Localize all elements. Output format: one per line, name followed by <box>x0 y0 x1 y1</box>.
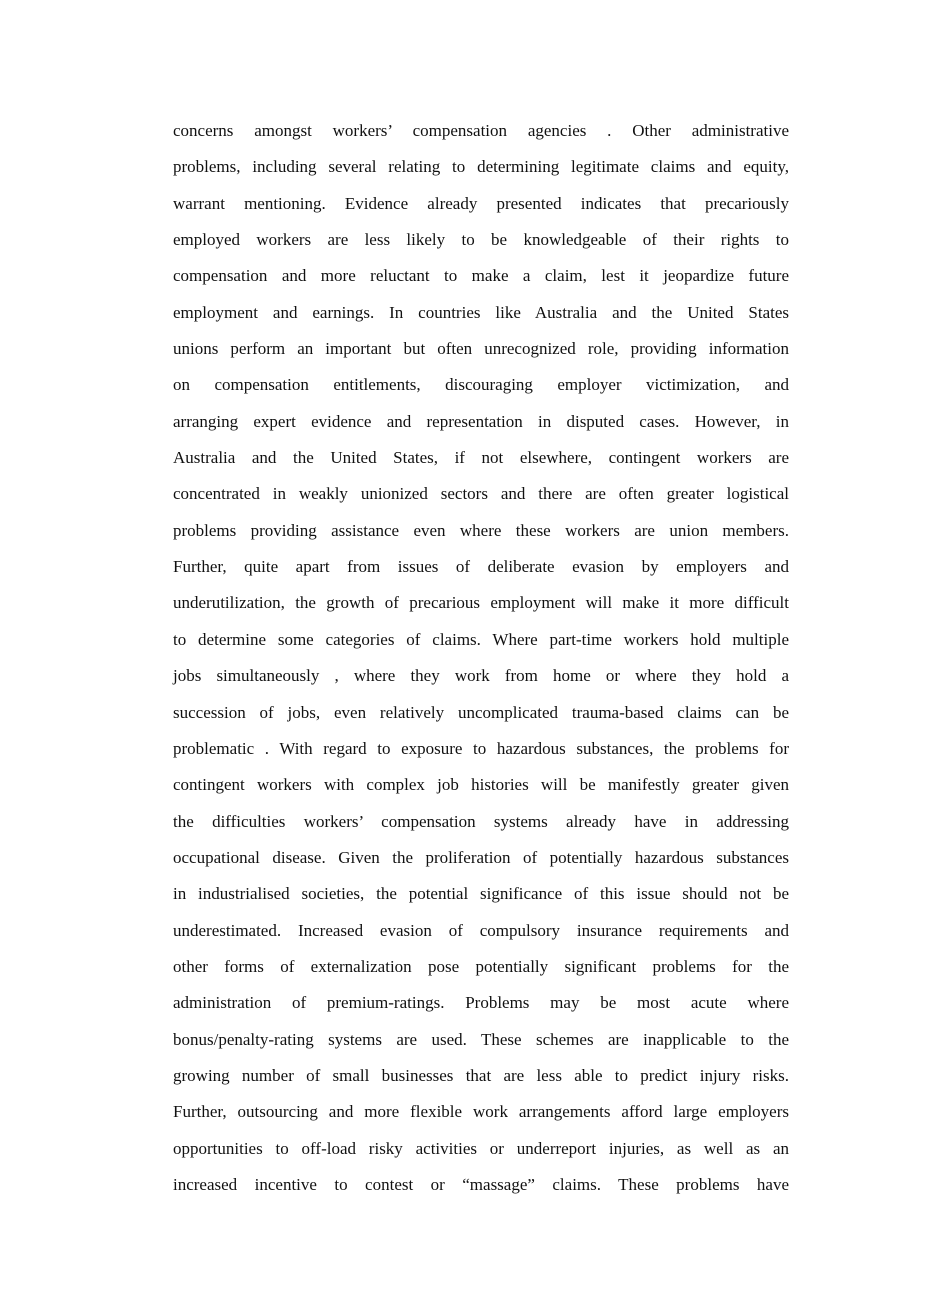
text-line: compensation and more reluctant to make a claim, lest it jeopardize future <box>173 266 789 286</box>
text-line: contingent workers with complex job histories will be manifestly greater given <box>173 775 789 795</box>
text-line: unions perform an important but often unrecognized role, providing information <box>173 339 789 359</box>
text-line: concerns amongst workers’ compensation agencies . Other administrative <box>173 121 789 140</box>
text-line: warrant mentioning. Evidence already presented indicates that precariously <box>173 193 789 213</box>
text-line: arranging expert evidence and representation in disputed cases. However, in <box>173 411 789 431</box>
text-line: administration of premium-ratings. Problems may be most acute where <box>173 993 789 1013</box>
text-line: the difficulties workers’ compensation systems already have in addressing <box>173 811 789 831</box>
text-line: underestimated. Increased evasion of compulsory insurance requirements and <box>173 920 789 940</box>
text-line: underutilization, the growth of precarious employment will make it more difficult <box>173 593 789 613</box>
text-line: other forms of externalization pose potentially significant problems for the <box>173 956 789 976</box>
text-line: occupational disease. Given the proliferation of potentially hazardous substances <box>173 847 789 867</box>
text-line: succession of jobs, even relatively uncomplicated trauma-based claims can be <box>173 702 789 722</box>
text-line: concentrated in weakly unionized sectors and there are often greater logistical <box>173 484 789 504</box>
text-line: Further, outsourcing and more flexible work arrangements afford large employers <box>173 1102 789 1122</box>
text-line: employment and earnings. In countries like Australia and the United States <box>173 302 789 322</box>
text-line: to determine some categories of claims. Where part-time workers hold multiple <box>173 629 789 649</box>
text-line: problems providing assistance even where these workers are union members. <box>173 520 789 540</box>
body-paragraph <box>173 113 789 1203</box>
text-line: Australia and the United States, if not elsewhere, contingent workers are <box>173 448 789 468</box>
text-line: Further, quite apart from issues of deliberate evasion by employers and <box>173 557 789 577</box>
text-line: bonus/penalty-rating systems are used. These schemes are inapplicable to the <box>173 1029 789 1049</box>
text-line: growing number of small businesses that are less able to predict injury risks. <box>173 1065 789 1085</box>
text-line: problems, including several relating to determining legitimate claims and equity, <box>173 157 789 177</box>
text-line: jobs simultaneously , where they work from home or where they hold a <box>173 666 789 686</box>
text-line: problematic . With regard to exposure to hazardous substances, the problems for <box>173 738 789 758</box>
text-line: increased incentive to contest or “massage” claims. These problems have <box>173 1174 789 1194</box>
text-line: opportunities to off-load risky activities or underreport injuries, as well as an <box>173 1138 789 1158</box>
text-line: on compensation entitlements, discouraging employer victimization, and <box>173 375 789 395</box>
text-line: in industrialised societies, the potential significance of this issue should not be <box>173 884 789 904</box>
text-line: employed workers are less likely to be knowledgeable of their rights to <box>173 230 789 250</box>
